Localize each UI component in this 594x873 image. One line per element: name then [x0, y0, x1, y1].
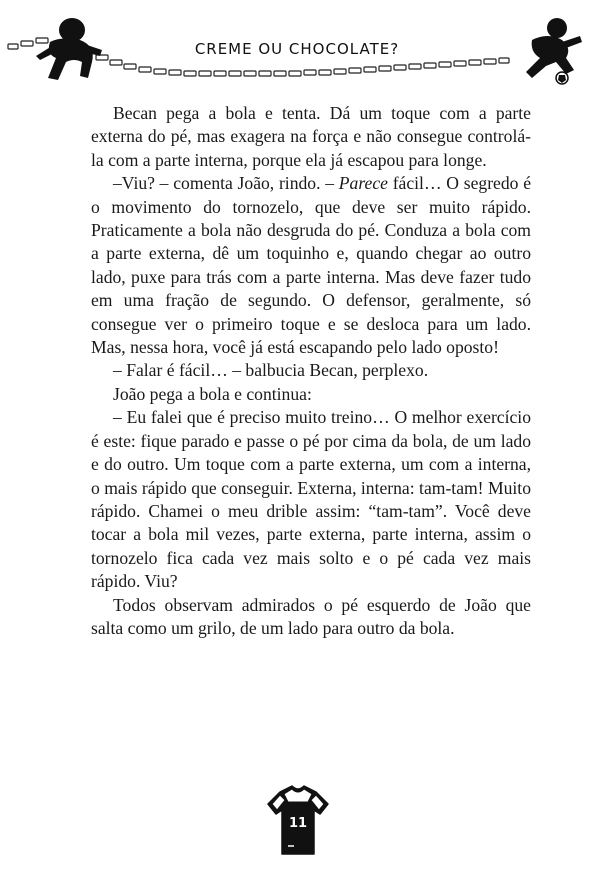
paragraph [91, 383, 531, 406]
paragraph-text: João pega a bola e continua: [113, 383, 312, 404]
paragraph-text: –Viu? – comenta João, rindo. – [113, 173, 339, 194]
paragraph [91, 406, 531, 593]
paragraph-text: fácil… O segredo é o movimento do tornozelo, que deve ser muito rápido. Praticamente a bola não desgruda do pé. Conduza a bola com a parte externa, dê um toquinho e, quando chegar ao outro lado, puxe para trás com a parte interna. Mas deve fazer tudo em uma fração de segundo. O defensor, geralmente, só consegue ver o primeiro toque e se desloca para um lado. Mas, nessa hora, você já está escapando pelo lado oposto! [91, 173, 532, 358]
paragraph-text: Becan pega a bola e tenta. Dá um toque com a parte externa do pé, mas exagera na força e não consegue controlá-la com a parte interna, porque ela já escapou para longe. [91, 103, 531, 170]
paragraph-text: Todos observam admirados o pé esquerdo de João que salta como um grilo, de um lado para outro da bola. [91, 594, 531, 638]
page-number: 11 [288, 816, 308, 831]
paragraph [91, 102, 531, 172]
paragraph-text: – Falar é fácil… – balbucia Becan, perplexo. [113, 360, 429, 381]
page-body [91, 102, 531, 640]
paragraph [91, 172, 531, 359]
page-footer [258, 780, 338, 860]
paragraph-text: – Eu falei que é preciso muito treino… O melhor exercício é este: fique parado e passe o pé por cima da bola, de um lado e do outro. Um toque com a parte externa, um com a interna, o mais rápido que conseguir. Externa, interna: tam-tam! Muito rápido. Chamei o meu drible assim: “tam-tam”. Você deve tocar a bola mil vezes, parte externa, parte interna, assim o tornozelo fica cada vez mais solto e o pé cada vez mais rápido. Viu? [91, 407, 531, 592]
paragraph [91, 594, 531, 641]
paragraph [91, 359, 531, 382]
emphasis-text: Parece [338, 173, 388, 194]
page-header [0, 0, 594, 95]
running-title: CREME OU CHOCOLATE? [194, 40, 400, 58]
